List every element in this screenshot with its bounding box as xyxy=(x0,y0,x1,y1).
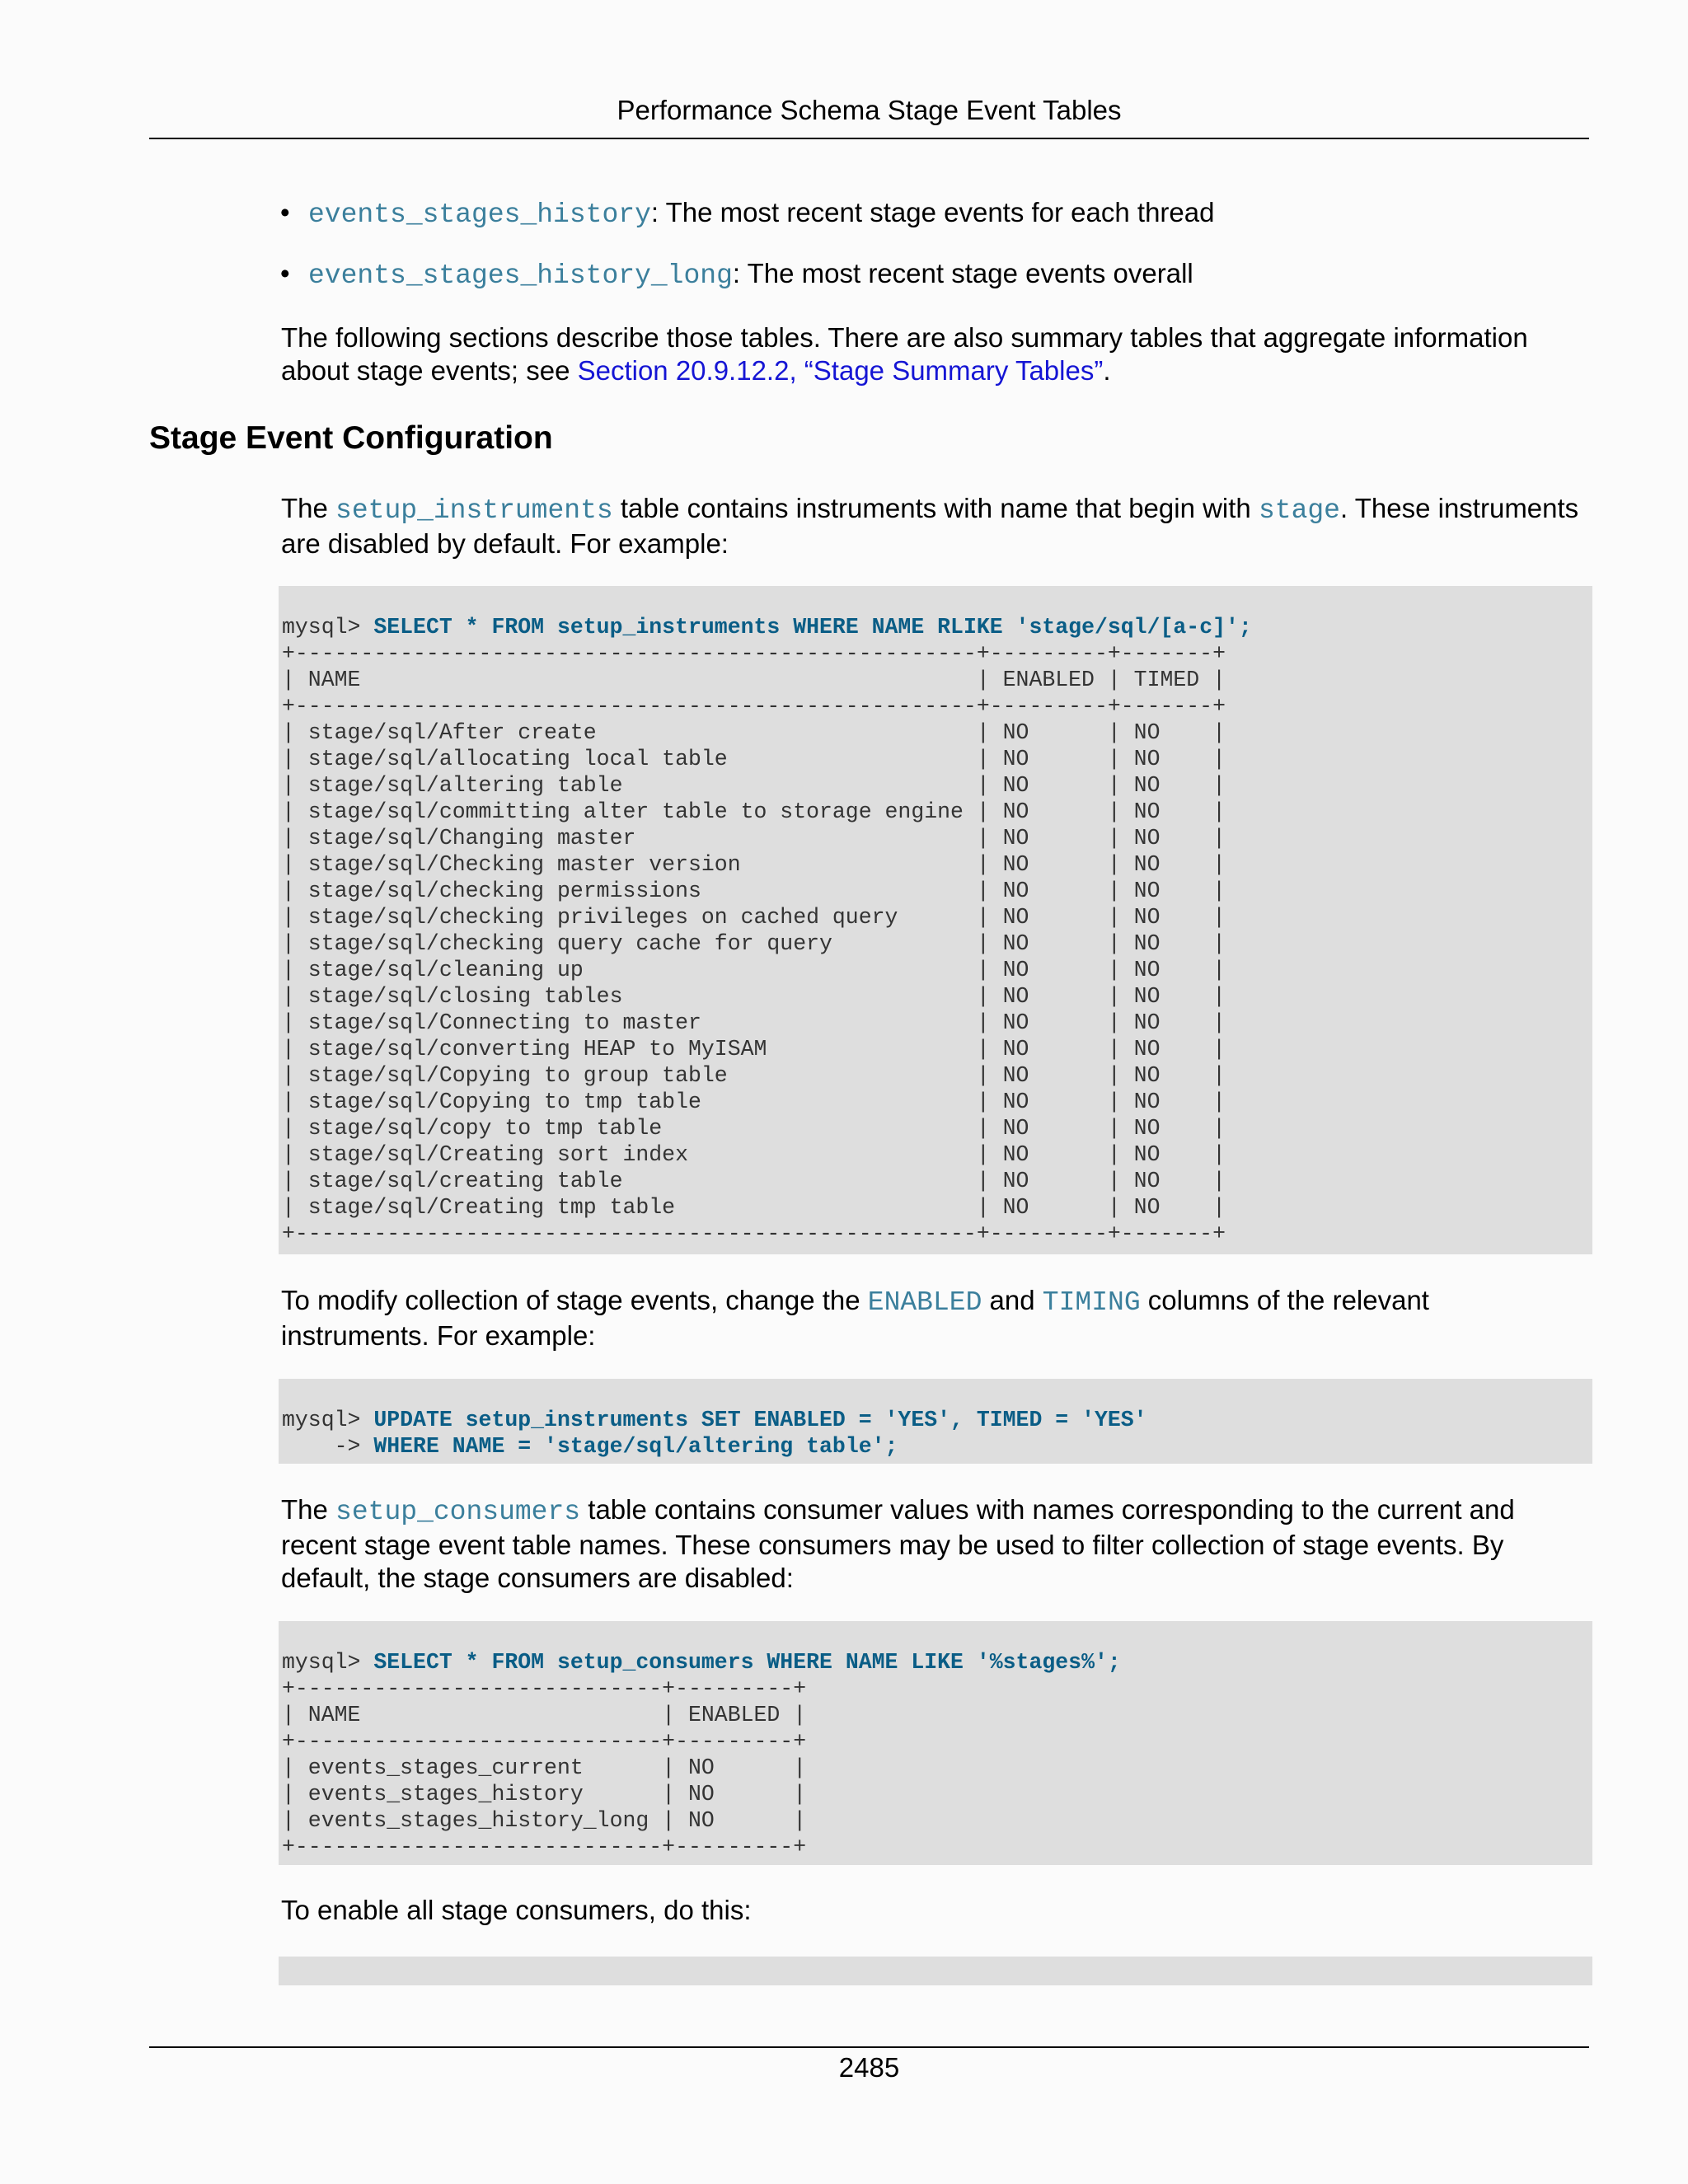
paragraph: To modify collection of stage events, change the ENABLED and TIMING columns of the relevant instruments. For example: xyxy=(281,1285,1429,1351)
query-output: +----------------------------------------------------+---------+-------+ | NAME | ENABLED | TIMED | +----------------------------------------------------+---------+-------+ | stage/sql/After create | NO | NO | | stage/sql/allocating local table | NO | NO | | stage/sql/altering table | NO | NO | | stage/sql/committing alter table to storage engine | NO | NO | | stage/sql/Changing master | NO | NO | | stage/sql/Checking master version | NO | NO | | stage/sql/checking permissions | NO | NO | | stage/sql/checking privileges on cached query | NO | NO | | stage/sql/checking query cache for query | NO | NO | | stage/sql/cleaning up | NO | NO | | stage/sql/closing tables | NO | NO | | stage/sql/Connecting to master | NO | NO | | stage/sql/converting HEAP to MyISAM | NO | NO | | stage/sql/Copying to group table | NO | NO | | stage/sql/Copying to tmp table | NO | NO | | stage/sql/copy to tmp table | NO | NO | | stage/sql/Creating sort index | NO | NO | | stage/sql/creating table | NO | NO | | stage/sql/Creating tmp table | NO | NO | +----------------------------------------------------+---------+-------+ xyxy=(282,641,1226,1246)
bullet-icon: • xyxy=(280,258,290,288)
code-block xyxy=(279,1957,1592,1985)
inline-code: stage xyxy=(1258,495,1340,526)
bullet-description: : The most recent stage events for each thread xyxy=(650,197,1215,227)
bullet-description: : The most recent stage events overall xyxy=(732,258,1193,288)
paragraph: The setup_instruments table contains instruments with name that begin with stage. These instruments are disabled by default. For example: xyxy=(281,493,1579,559)
code-block xyxy=(279,1621,1592,1865)
paragraph: The setup_consumers table contains consumer values with names corresponding to the current and recent stage event table names. These consumers may be used to filter collection of stage events. By default, the stage consumers are disabled: xyxy=(281,1494,1515,1593)
running-header: Performance Schema Stage Event Tables xyxy=(617,95,1122,125)
table-name-link[interactable]: events_stages_history_long xyxy=(308,260,733,291)
code-block xyxy=(279,586,1592,1254)
paragraph: To enable all stage consumers, do this: xyxy=(281,1895,752,1925)
page-number: 2485 xyxy=(838,2052,900,2083)
sql-prompt: mysql> xyxy=(282,615,374,640)
sql-prompt: mysql> xyxy=(282,1408,374,1432)
section-link[interactable]: Section 20.9.12.2, “Stage Summary Tables” xyxy=(577,355,1104,386)
sql-command: UPDATE setup_instruments SET ENABLED = 'YES', TIMED = 'YES' xyxy=(373,1408,1147,1432)
code-block xyxy=(279,1379,1592,1464)
sql-command: SELECT * FROM setup_consumers WHERE NAME LIKE '%stages%'; xyxy=(373,1650,1121,1675)
header-rule xyxy=(149,138,1589,139)
section-heading: Stage Event Configuration xyxy=(149,420,553,456)
table-name-link[interactable]: events_stages_history xyxy=(308,199,651,230)
sql-command: SELECT * FROM setup_instruments WHERE NAME RLIKE 'stage/sql/[a-c]'; xyxy=(373,615,1252,640)
bullet-icon: • xyxy=(280,197,290,227)
footer-rule xyxy=(149,2046,1589,2048)
table-name-link[interactable]: setup_consumers xyxy=(335,1497,581,1527)
inline-code: ENABLED xyxy=(867,1287,982,1318)
sql-prompt: mysql> xyxy=(282,1650,374,1675)
intro-paragraph: The following sections describe those tables. There are also summary tables that aggregate information about stage events; see Section 20.9.12.2, “Stage Summary Tables”. xyxy=(281,322,1528,386)
inline-code: TIMING xyxy=(1042,1287,1141,1318)
sql-continuation-prompt: -> xyxy=(282,1434,374,1459)
query-output: +----------------------------+---------+ | NAME | ENABLED | +----------------------------+---------+ | events_stages_current | NO | | events_stages_history | NO | | events_stages_history_long | NO | +----------------------------+---------+ xyxy=(282,1676,807,1859)
sql-command: WHERE NAME = 'stage/sql/altering table'; xyxy=(373,1434,898,1459)
table-name-link[interactable]: setup_instruments xyxy=(335,495,613,526)
